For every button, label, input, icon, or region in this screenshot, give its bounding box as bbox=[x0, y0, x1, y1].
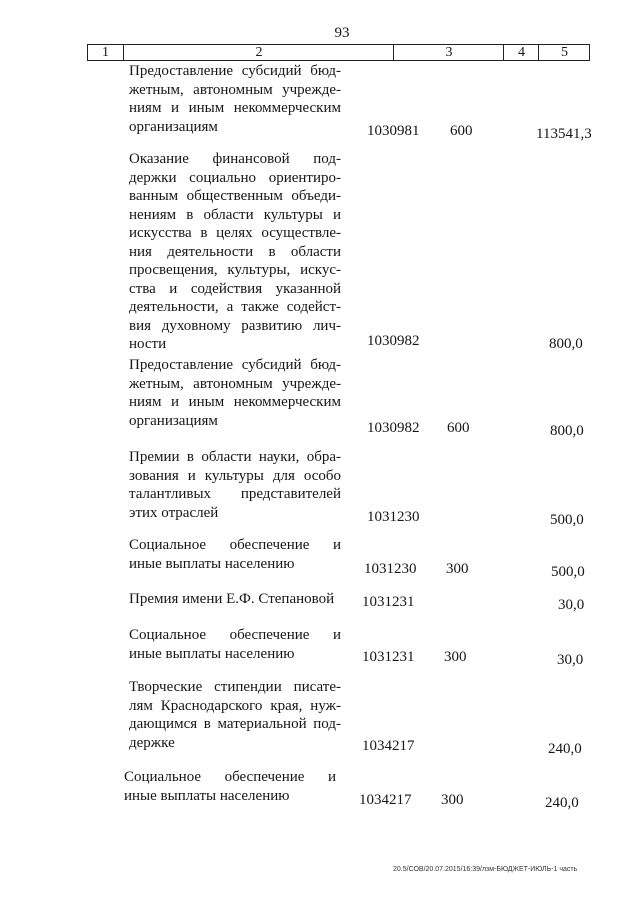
row-code: 1031230 bbox=[367, 509, 420, 525]
row-description bbox=[129, 590, 341, 609]
description-line: талантливых представителей bbox=[129, 486, 341, 502]
header-cell-5: 5 bbox=[538, 45, 590, 60]
row-kind: 600 bbox=[450, 123, 473, 139]
row-amount: 500,0 bbox=[550, 512, 584, 528]
description-line: Социальное обеспечение и bbox=[129, 537, 341, 553]
row-kind: 300 bbox=[444, 649, 467, 665]
row-code: 1034217 bbox=[362, 738, 415, 754]
description-line: ниям и иным некоммерческим bbox=[129, 100, 341, 116]
row-code: 1031231 bbox=[362, 649, 415, 665]
description-line: нениям в области культуры и bbox=[129, 206, 341, 223]
header-cell-4: 4 bbox=[503, 45, 539, 60]
description-line: держки социально ориентиро- bbox=[129, 169, 341, 186]
description-line: ства и содействия указанной bbox=[129, 280, 341, 297]
description-line: Предоставление субсидий бюд- bbox=[129, 63, 341, 79]
row-amount: 800,0 bbox=[549, 336, 583, 352]
description-line: организациям bbox=[129, 412, 218, 429]
row-description bbox=[129, 356, 341, 430]
description-line: дающимся в материальной под- bbox=[129, 716, 341, 732]
row-amount: 500,0 bbox=[551, 564, 585, 580]
row-amount: 240,0 bbox=[548, 741, 582, 757]
description-line: Премии в области науки, обра- bbox=[129, 449, 341, 465]
row-amount: 30,0 bbox=[558, 597, 585, 613]
description-line: вия духовному развитию лич- bbox=[129, 317, 341, 334]
row-code: 1030981 bbox=[367, 123, 420, 139]
description-line: ниям и иным некоммерческим bbox=[129, 394, 341, 410]
row-kind: 300 bbox=[441, 792, 464, 808]
description-line: Оказание финансовой под- bbox=[129, 151, 341, 167]
row-code: 1031230 bbox=[364, 561, 417, 577]
description-line: Социальное обеспечение и bbox=[129, 627, 341, 643]
description-line: Премия имени Е.Ф. Степановой bbox=[129, 591, 335, 607]
description-line: лям Краснодарского края, нуж- bbox=[129, 697, 341, 714]
description-line: ности bbox=[129, 336, 167, 352]
row-description bbox=[129, 448, 341, 522]
page-number: 93 bbox=[334, 25, 350, 41]
row-description bbox=[124, 768, 336, 805]
row-description bbox=[129, 678, 341, 752]
row-kind: 600 bbox=[447, 420, 470, 436]
description-line: ванным общественным объеди- bbox=[129, 188, 341, 204]
footer-note: 20.5/СОВ/20.07.2015/16:39/лзм-БЮДЖЕТ-ИЮЛЬ-1 часть bbox=[393, 866, 578, 873]
row-code: 1034217 bbox=[359, 792, 412, 808]
description-line: иные выплаты населению bbox=[129, 645, 295, 662]
row-description bbox=[129, 626, 341, 663]
row-description bbox=[129, 150, 341, 354]
row-amount: 30,0 bbox=[557, 652, 584, 668]
header-cell-3: 3 bbox=[393, 45, 504, 60]
description-line: держке bbox=[129, 734, 175, 751]
description-line: жетным, автономным учрежде- bbox=[129, 375, 341, 392]
description-line: Предоставление субсидий бюд- bbox=[129, 357, 341, 373]
header-cell-1: 1 bbox=[102, 45, 109, 60]
row-code: 1031231 bbox=[362, 594, 415, 610]
row-code: 1030982 bbox=[367, 420, 420, 436]
description-line: Творческие стипендии писате- bbox=[129, 679, 341, 695]
description-line: Социальное обеспечение и bbox=[124, 769, 336, 785]
description-line: иные выплаты населению bbox=[124, 787, 290, 804]
row-amount: 800,0 bbox=[550, 423, 584, 439]
header-cell-2: 2 bbox=[123, 45, 394, 60]
description-line: деятельности, а также содейст- bbox=[129, 299, 341, 315]
row-amount: 113541,3 bbox=[536, 126, 592, 142]
row-description bbox=[129, 536, 341, 573]
row-description bbox=[129, 62, 341, 136]
row-code: 1030982 bbox=[367, 333, 420, 349]
table-header-row bbox=[87, 44, 590, 61]
description-line: иные выплаты населению bbox=[129, 555, 295, 572]
description-line: зования и культуры для особо bbox=[129, 467, 341, 484]
row-kind: 300 bbox=[446, 561, 469, 577]
description-line: искусства в целях осуществле- bbox=[129, 225, 341, 241]
description-line: просвещения, культуры, искус- bbox=[129, 262, 341, 278]
description-line: организациям bbox=[129, 118, 218, 135]
description-line: этих отраслей bbox=[129, 504, 219, 521]
description-line: жетным, автономным учрежде- bbox=[129, 81, 341, 98]
description-line: ния деятельности в области bbox=[129, 243, 341, 260]
row-amount: 240,0 bbox=[545, 795, 579, 811]
